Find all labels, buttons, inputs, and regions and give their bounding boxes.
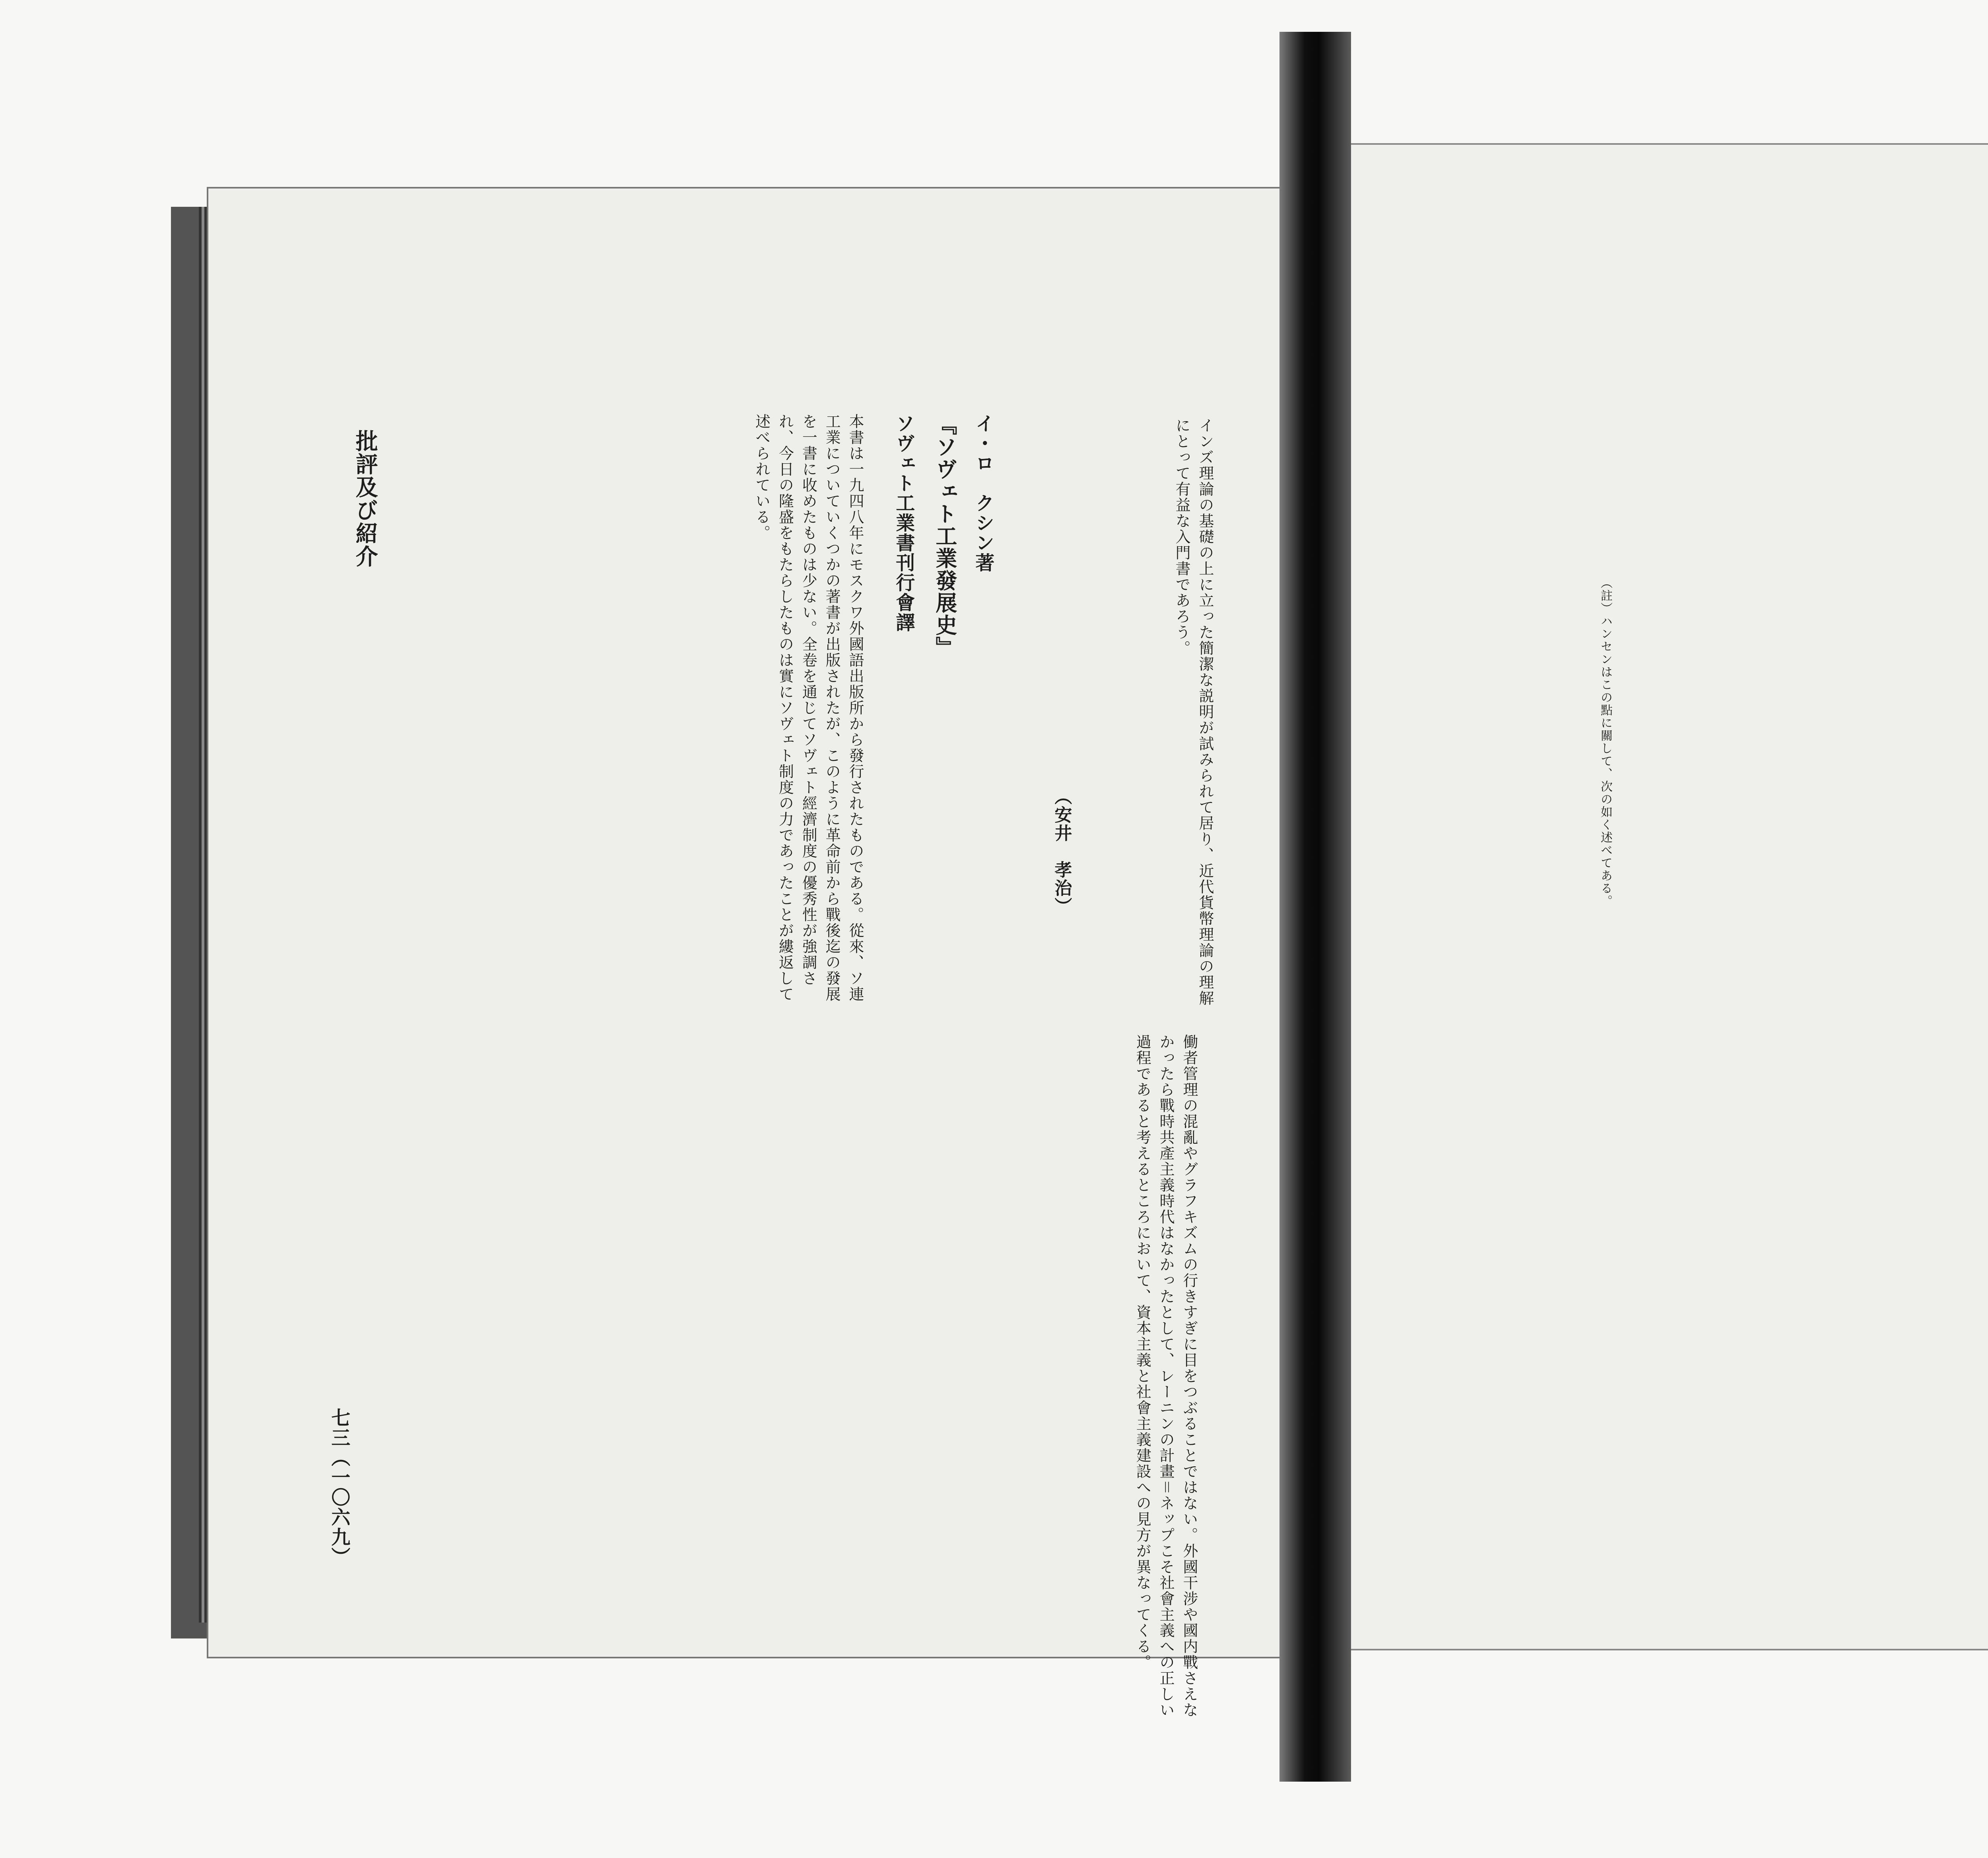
left-page-review-text: 本書は一九四八年にモスクワ外國語出版所から發行されたものである。從來、ソ連工業についていくつかの著書が出版されたが、このように革命前から戰後迄の發展を一書に收めたものは少ない。全卷を通じてソヴェト經濟制度の優秀性が強調され、今日の隆盛をもたらしたものは實にソヴェト制度の力であったことが縷返して述べられている。 (753, 414, 864, 1002)
left-page-bottom-text: 働者管理の混亂やグラフキズムの行きすぎに目をつぶることではない。外國干涉や國内戰さえなかったら戰時共產主義時代はなかったとして、レーニンの計畫＝ネップこそ社會主義への正しい過程であると考えるところにおいて、資本主義と社會主義建設への見方が異なってくる。 (1134, 1034, 1198, 1718)
review-signature: （安井 孝治） (1051, 787, 1072, 915)
left-page-intro: インズ理論の基礎の上に立った簡潔な説明が試みられて居り、近代貨幣理論の理解にとって有益な入門書であろう。 (1173, 418, 1214, 1006)
right-page-top-text (1630, 143, 1988, 1010)
book-title: 『ソヴェト工業發展史』 (932, 414, 958, 659)
book-author: イ・ロ クシン著 (972, 414, 994, 573)
right-page-footnote: （註）ハンセンはこの點に關して、次の如く述べてある。 (1598, 577, 1612, 908)
book-gutter (1279, 32, 1351, 1782)
left-page-number: 七三（一〇六九） (328, 1408, 350, 1567)
book-publisher: ソヴェト工業書刊行會譯 (892, 414, 915, 632)
section-label: 批評及び紹介 (352, 430, 379, 568)
right-page-bottom-text (1415, 1042, 1988, 1698)
